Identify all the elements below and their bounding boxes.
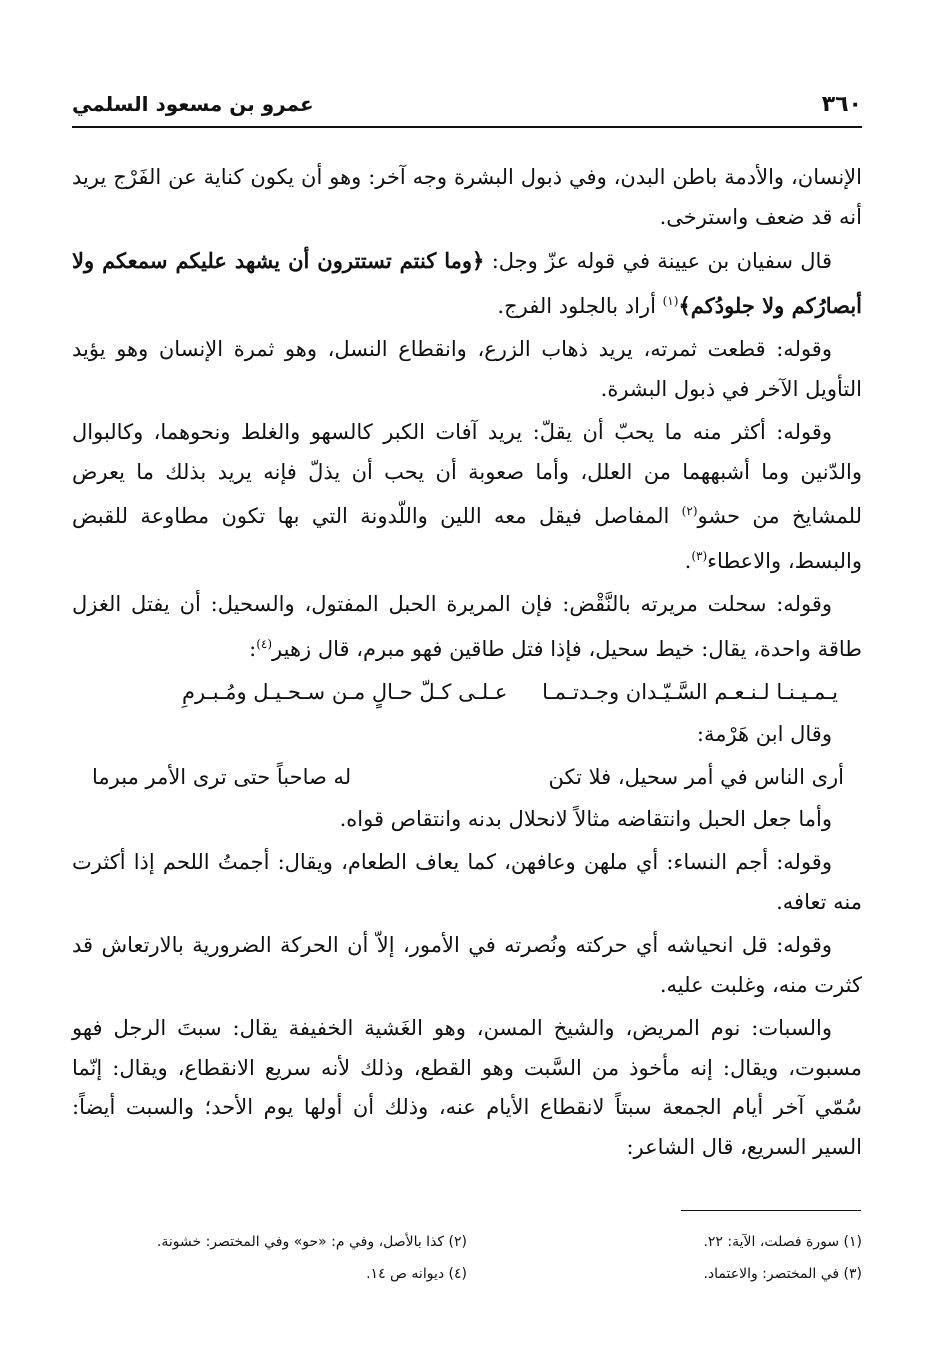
footnote-ref-3: (٣) bbox=[691, 548, 708, 563]
footnote-ref-4: (٤) bbox=[256, 636, 273, 651]
footnote-2: (٢) كذا بالأصل، وفي م: «حو» وفي المختصر: خشونة. bbox=[156, 1234, 467, 1250]
p5-intro: وقوله: سحلت مريرته بالنَّقْض: فإن المريرة الحبل المفتول، والسحيل: أن يفتل الغزل طاقة واحدة، يقال: خيط سحيل، فإذا فتل طاقين فهو مبرم، قال زهير bbox=[72, 592, 862, 661]
paragraph-4 bbox=[72, 413, 862, 581]
body-text bbox=[72, 158, 862, 1171]
verse-zuhair bbox=[72, 673, 862, 713]
verse-ibn-harma bbox=[72, 758, 862, 798]
paragraph-6: وقال ابن هَرْمة: bbox=[696, 721, 832, 746]
verse-1-second-hemistich: عـلـى كـلّ حـالٍ مـن سـحـيـل ومُـبـرمِ bbox=[182, 680, 508, 704]
page-number: ٣٦٠ bbox=[821, 92, 862, 117]
footnotes bbox=[72, 1226, 862, 1290]
footnote-3: (٣) في المختصر: والاعتماد. bbox=[703, 1266, 862, 1282]
paragraph-7: وأما جعل الحبل وانتقاضه مثالاً لانحلال بدنه وانتقاص قواه. bbox=[339, 806, 832, 831]
footnote-row-1 bbox=[72, 1226, 862, 1258]
verse-2-first-hemistich: أرى الناس في أمر سحيل، فلا تكن bbox=[548, 765, 844, 789]
header-rule bbox=[72, 126, 862, 128]
footnote-1: (١) سورة فصلت، الآية: ٢٢. bbox=[703, 1234, 862, 1250]
verse-2-second-hemistich: له صاحباً حتى ترى الأمر مبرما bbox=[92, 765, 352, 789]
paragraph-9: وقوله: قل انحياشه أي حركته ونُصرته في الأمور، إلاّ أن الحركة الضرورية بالارتعاش قد كثرت منه، وغلبت عليه. bbox=[72, 933, 862, 997]
quran-verse: ﴿وما كنتم تستترون أن يشهد عليكم سمعكم ولا أبصارُكم ولا جلودُكم﴾ bbox=[72, 248, 862, 318]
footnote-rule bbox=[681, 1210, 861, 1211]
p5-tail: : bbox=[249, 636, 257, 661]
running-title: عمرو بن مسعود السلمي bbox=[72, 92, 314, 116]
verse-1-first-hemistich: يـمـيـنـا لـنـعـم السَّـيّـدان وجـدتـمـا bbox=[542, 680, 838, 704]
p2-tail: أراد بالجلود الفرج. bbox=[497, 293, 663, 318]
footnote-row-2 bbox=[72, 1258, 862, 1290]
footnote-ref-2: (٢) bbox=[681, 504, 698, 518]
p4-end: . bbox=[684, 548, 692, 573]
paragraph-1: الإنسان، والأدمة باطن البدن، وفي ذبول البشرة وجه آخر: وهو أن يكون كناية عن الفَرْج يريد أنه قد ضعف واسترخى. bbox=[72, 165, 862, 229]
p4-middle: المفاصل فيقل معه اللين واللّدونة التي بها تكون مطاوعة للقبض والبسط، والاعطاء bbox=[72, 504, 862, 573]
footnote-4: (٤) ديوانه ص ١٤. bbox=[366, 1266, 467, 1282]
p2-intro: قال سفيان بن عيينة في قوله عزّ وجل: bbox=[484, 249, 832, 273]
footnote-ref-1: (١) bbox=[662, 293, 679, 308]
page-header bbox=[72, 88, 862, 128]
paragraph-2 bbox=[72, 241, 862, 326]
paragraph-10: والسبات: نوم المريض، والشيخ المسن، وهو الغَشية الخفيفة يقال: سبتَ الرجل فهو مسبوت، ويقال: إنه مأخوذ من السَّبت وهو القطع، وذلك لأنه سريع الانقطاع، ويقال: إنّما سُمّي آخر أيام الجمعة سبتاً لانقطاع الأيام عنه، وذلك أن أولها يوم الأحد؛ والسبت أيضاً: السير السريع، قال الشاعر: bbox=[72, 1016, 862, 1159]
paragraph-5 bbox=[72, 585, 862, 669]
p4-intro: وقوله: أكثر منه ما يحبّ أن يقلّ: يريد آفات الكبر كالسهو والغلط ونحوهما، وكالبوال والدّنين وما أشبههما من العلل، وأما صعوبة أن يحب أن يذلّ فإنه يريد بذلك ما يعرض للمشايخ من حشو bbox=[72, 420, 862, 528]
paragraph-8: وقوله: أجم النساء: أي ملهن وعافهن، كما يعاف الطعام، ويقال: أجمتُ اللحم إذا أكثرت منه تعافه. bbox=[72, 850, 862, 914]
paragraph-3: وقوله: قطعت ثمرته، يريد ذهاب الزرع، وانقطاع النسل، وهو ثمرة الإنسان وهو يؤيد التأويل الآخر في ذبول البشرة. bbox=[72, 337, 862, 401]
